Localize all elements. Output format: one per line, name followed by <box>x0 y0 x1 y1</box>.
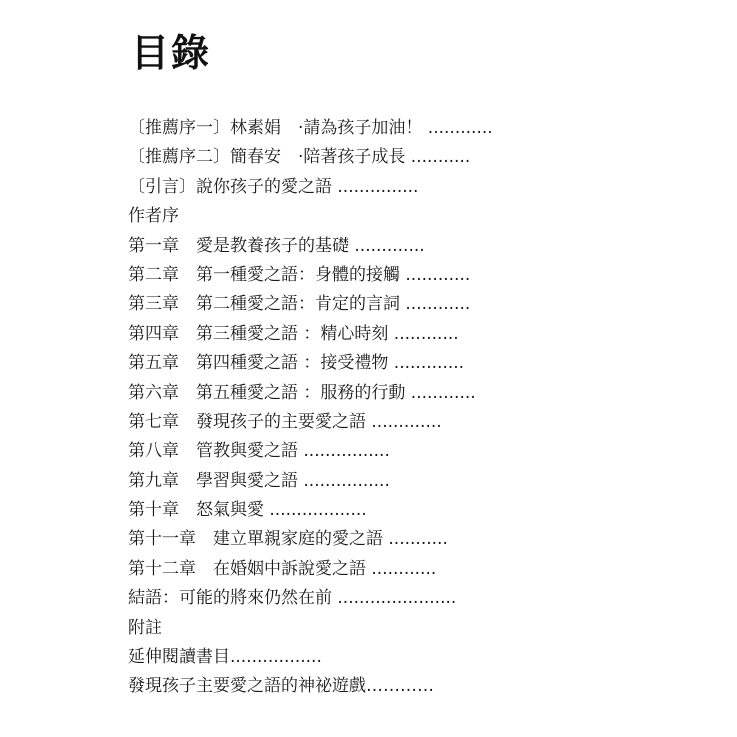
toc-entry <box>128 320 688 349</box>
toc-entry-text: 第三章 第二種愛之語：肯定的言詞 ............ <box>128 294 471 315</box>
toc-entry-text: 發現孩子主要愛之語的神祕遊戲………… <box>128 676 434 697</box>
toc-entry-text: 第九章 學習與愛之語 ................ <box>128 470 390 491</box>
toc-entry-text: 第七章 發現孩子的主要愛之語 ............. <box>128 411 442 432</box>
toc-entry <box>128 290 688 319</box>
toc-entry <box>128 202 688 231</box>
toc-entry <box>128 672 688 701</box>
toc-entry <box>128 261 688 290</box>
toc-entry-text: 第二章 第一種愛之語：身體的接觸 ............ <box>128 264 471 285</box>
table-of-contents <box>128 114 688 702</box>
toc-entry <box>128 467 688 496</box>
toc-entry-text: 〔推薦序二〕簡春安 ‧陪著孩子成長 ........... <box>128 147 471 168</box>
toc-entry-text: 第六章 第五種愛之語 ：服務的行動 ............ <box>128 382 476 403</box>
toc-entry-text: 第八章 管教與愛之語 ................ <box>128 441 390 462</box>
toc-entry-text: 第五章 第四種愛之語 ：接受禮物 ............. <box>128 353 465 374</box>
toc-entry <box>128 232 688 261</box>
toc-entry-text: 第一章 愛是教養孩子的基礎 ............. <box>128 235 425 256</box>
page-title: 目錄 <box>131 31 212 75</box>
toc-entry-text: 結語：可能的將來仍然在前 ...................... <box>128 588 457 609</box>
toc-entry <box>128 496 688 525</box>
toc-entry <box>128 437 688 466</box>
toc-entry-text: 第十一章 建立單親家庭的愛之語 ........... <box>128 529 448 550</box>
toc-entry-text: 第四章 第三種愛之語 ：精心時刻 ............ <box>128 323 459 344</box>
toc-entry <box>128 584 688 613</box>
toc-entry-text: 第十章 怒氣與愛 .................. <box>128 500 367 521</box>
toc-entry-text: 第十二章 在婚姻中訴說愛之語 ............ <box>128 558 437 579</box>
toc-entry <box>128 614 688 643</box>
toc-entry <box>128 555 688 584</box>
toc-entry <box>128 379 688 408</box>
toc-entry <box>128 114 688 143</box>
toc-entry <box>128 143 688 172</box>
toc-entry <box>128 408 688 437</box>
toc-entry-text: 延伸閱讀書目................. <box>128 647 322 668</box>
toc-entry-text: 作者序 <box>128 206 179 227</box>
toc-entry-text: 〔推薦序一〕林素娟 ‧請為孩子加油！ ............ <box>128 118 493 138</box>
toc-entry-text: 附註 <box>128 617 162 638</box>
toc-entry <box>128 525 688 554</box>
toc-entry-text: 〔引言〕說你孩子的愛之語 ............... <box>128 176 419 197</box>
toc-entry <box>128 173 688 202</box>
toc-entry <box>128 349 688 378</box>
toc-entry <box>128 643 688 672</box>
